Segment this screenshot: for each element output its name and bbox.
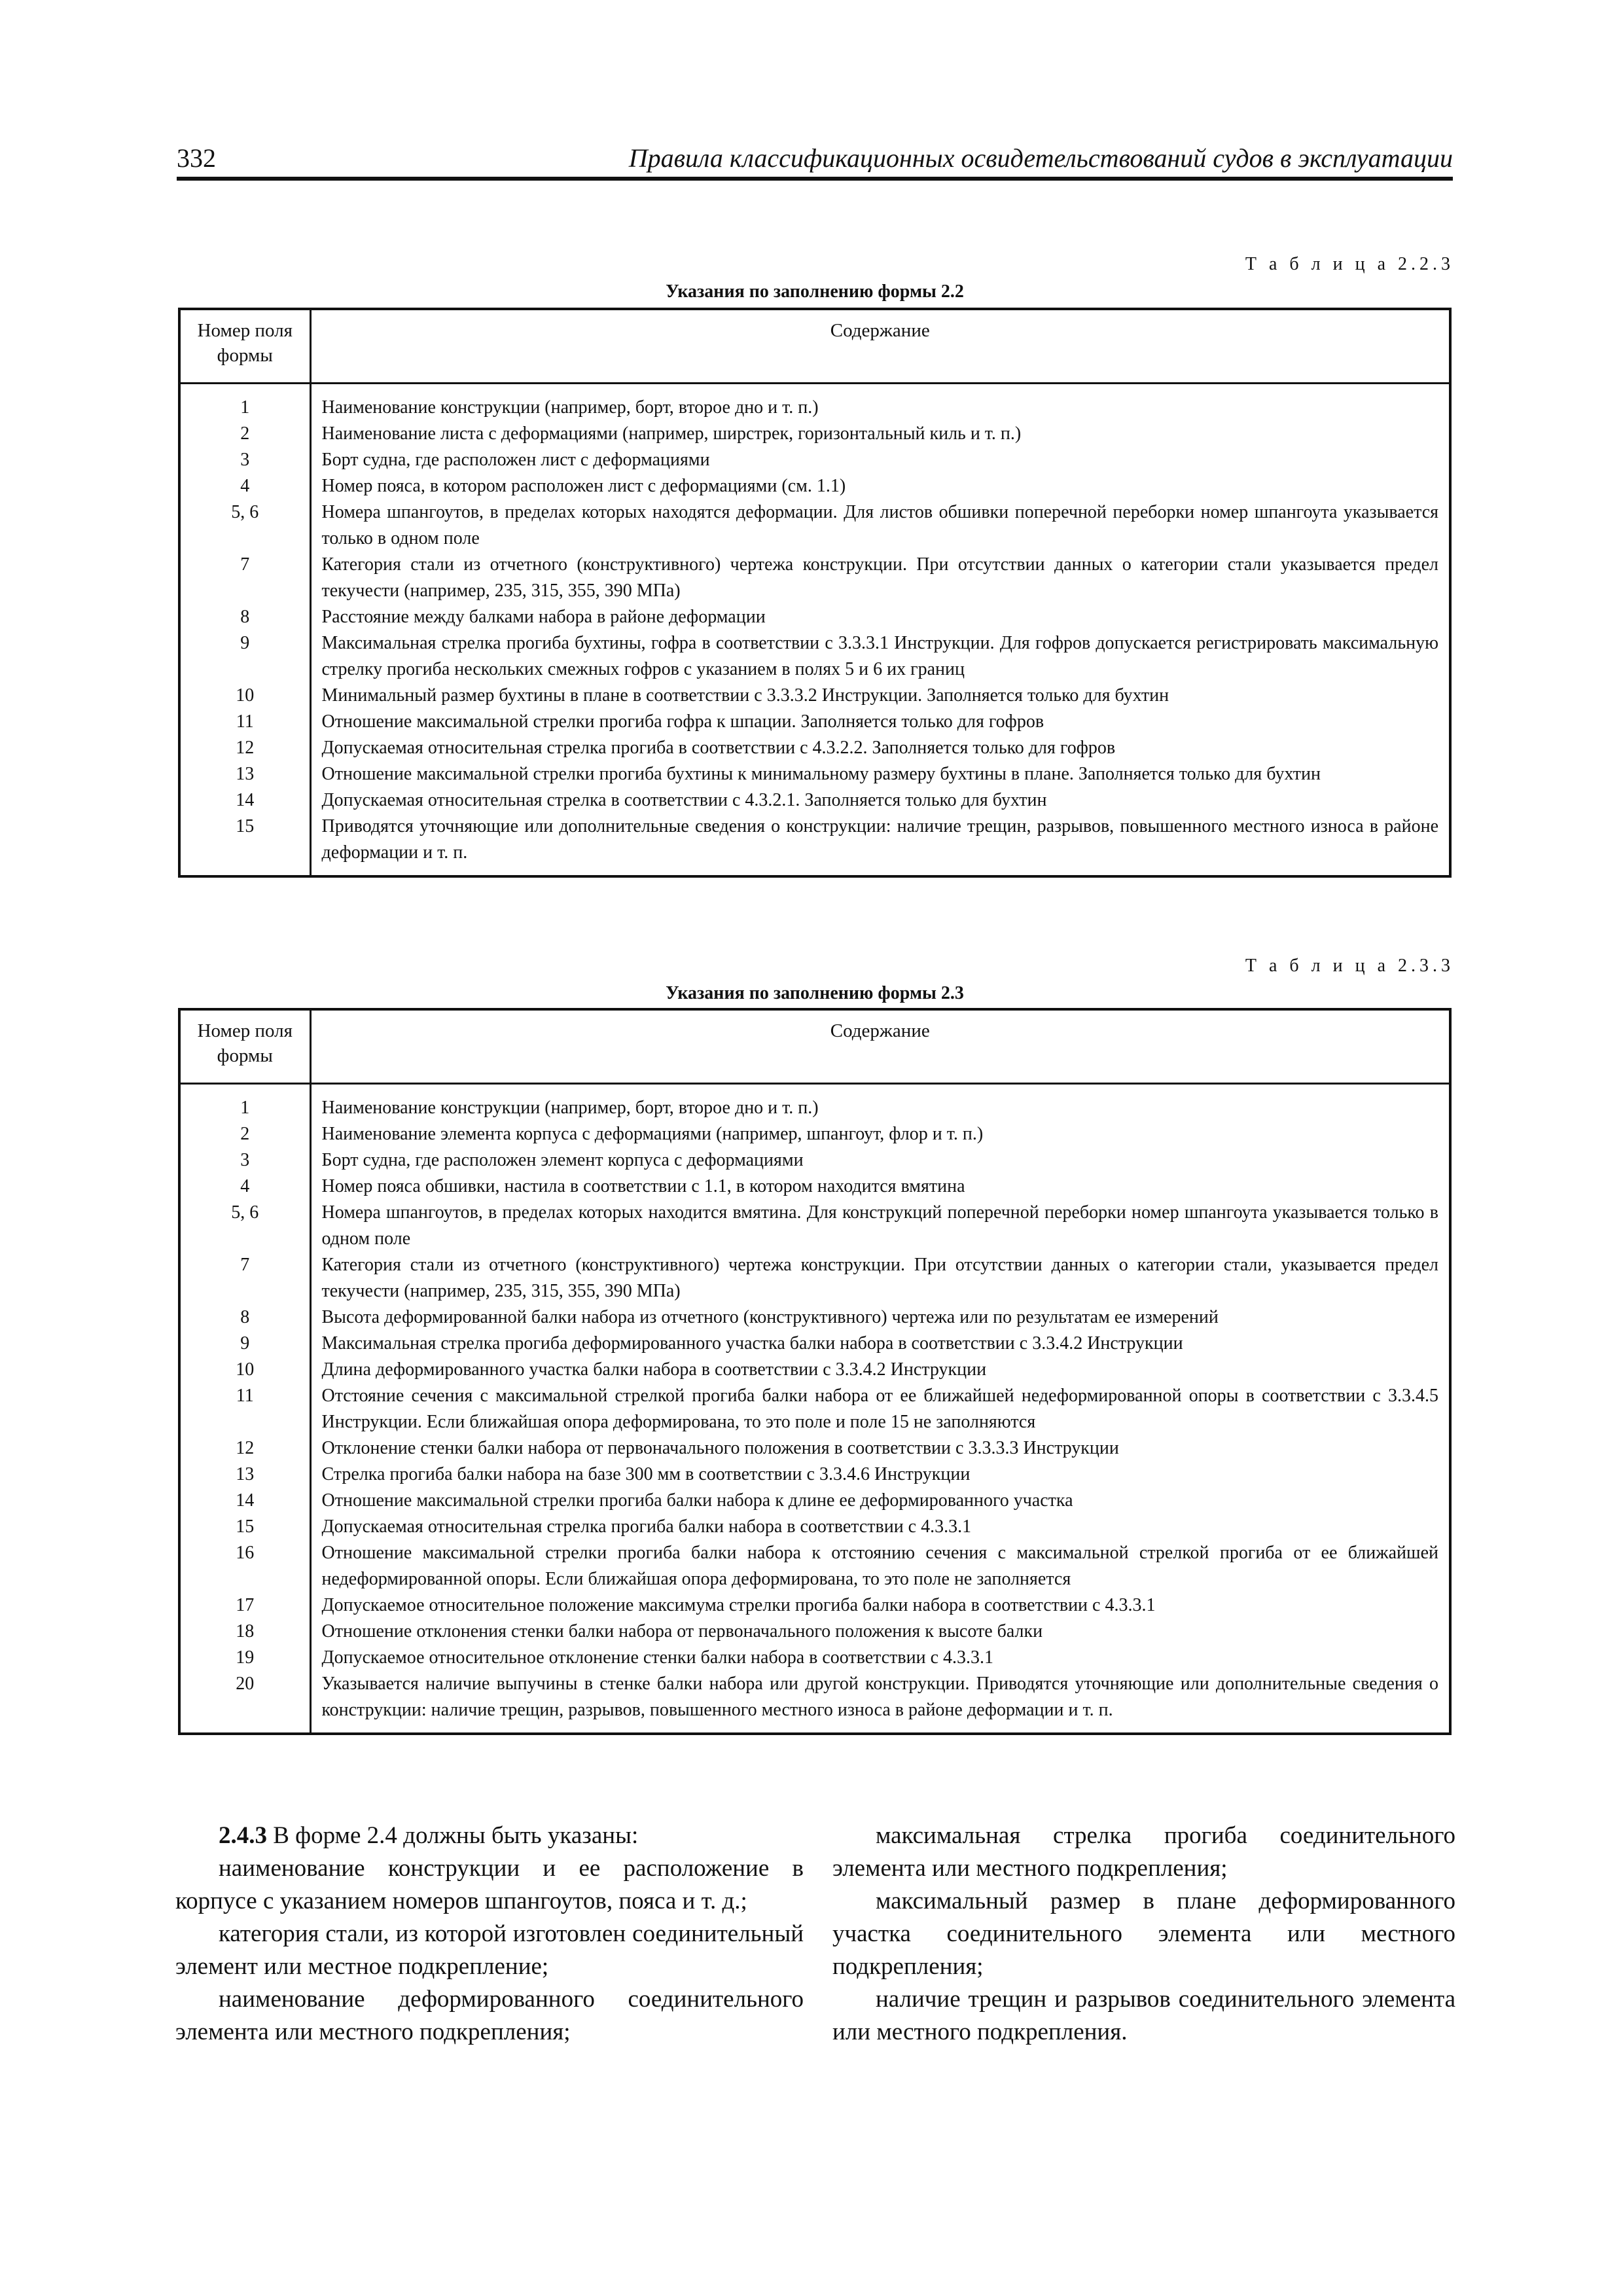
table-row: [179, 814, 1450, 876]
table-row: [179, 1462, 1450, 1488]
field-number-cell: 5, 6: [231, 502, 259, 522]
content-cell: Отношение максимальной стрелки прогиба балки набора к отстоянию сечения с максимальной стрелкой прогиба от ее ближайшей недеформированной опоры. Если ближайшая опора деформирована, то это поле не заполняется: [310, 1540, 1450, 1592]
field-number-cell: 7: [240, 554, 250, 575]
content-cell: Приводятся уточняющие или дополнительные сведения о конструкции: наличие трещин, разрывов, повышенного местного износа в районе деформации и т. п.: [310, 814, 1450, 876]
table-row: [179, 1084, 1450, 1122]
table-row: [179, 1121, 1450, 1147]
content-cell: Отстояние сечения с максимальной стрелкой прогиба балки набора от ее ближайшей недеформированной опоры в соответствии с 3.3.4.5 Инструкции. Если ближайшая опора деформирована, то это поле и поле 15 не заполняются: [310, 1383, 1450, 1435]
table-row: [179, 421, 1450, 447]
content-cell: Отношение максимальной стрелки прогиба балки набора к длине ее деформированного участка: [310, 1488, 1450, 1514]
table-row: [179, 683, 1450, 709]
section-intro-text: В форме 2.4 должны быть указаны:: [267, 1822, 639, 1849]
table-row: [179, 499, 1450, 552]
field-number-cell: 8: [240, 1307, 250, 1327]
content-cell: Наименование конструкции (например, борт, второе дно и т. п.): [310, 384, 1450, 422]
content-cell: Допускаемая относительная стрелка прогиба в соответствии с 4.3.2.2. Заполняется только для гофров: [310, 735, 1450, 761]
table-title: Указания по заполнению формы 2.3: [666, 983, 964, 1003]
field-number-cell: 3: [240, 450, 250, 470]
section-number: 2.4.3: [219, 1822, 267, 1849]
table-row: [179, 552, 1450, 604]
content-cell: Допускаемое относительное положение максимума стрелки прогиба балки набора в соответствии с 4.3.3.1: [310, 1592, 1450, 1619]
table-row: [179, 1645, 1450, 1671]
table-row: [179, 473, 1450, 499]
table-header-row: [179, 309, 1450, 384]
field-number-cell: 11: [236, 711, 254, 732]
table-row: [179, 1671, 1450, 1734]
table-caption: Т а б л и ц а 2.3.3: [1245, 956, 1454, 976]
table-row: [179, 787, 1450, 814]
content-cell: Высота деформированной балки набора из отчетного (конструктивного) чертежа или по результатам ее измерений: [310, 1304, 1450, 1331]
content-cell: Указывается наличие выпучины в стенке балки набора или другой конструкции. Приводятся уточняющие или дополнительные сведения о конструкции: наличие трещин, разрывов, повышенного местного износа в районе деформации и т. п.: [310, 1671, 1450, 1734]
field-number-cell: 14: [236, 790, 255, 810]
field-number-cell: 2: [240, 423, 250, 444]
table-row: [179, 1383, 1450, 1435]
table-row: [179, 1174, 1450, 1200]
field-number-cell: 3: [240, 1150, 250, 1170]
table-row: [179, 735, 1450, 761]
table-row: [179, 761, 1450, 787]
field-number-cell: 15: [236, 816, 255, 836]
field-number-cell: 2: [240, 1124, 250, 1144]
field-number-cell: 1: [240, 397, 250, 418]
content-cell: Номер пояса, в котором расположен лист с деформациями (см. 1.1): [310, 473, 1450, 499]
field-number-cell: 4: [240, 1176, 250, 1196]
table-row: [179, 1304, 1450, 1331]
field-number-cell: 12: [236, 1438, 255, 1458]
table-row: [179, 1435, 1450, 1462]
column-header-content: Содержание: [310, 1009, 1450, 1084]
content-cell: Категория стали из отчетного (конструктивного) чертежа конструкции. При отсутствии данных о категории стали, указывается предел текучести (например, 235, 315, 355, 390 МПа): [310, 1252, 1450, 1304]
table-row: [179, 384, 1450, 422]
section-right-column: [832, 1820, 1455, 2049]
list-item: наименование конструкции и ее расположение в корпусе с указанием номеров шпангоутов, пояса и т. д.;: [175, 1855, 804, 1914]
list-item: категория стали, из которой изготовлен соединительный элемент или местное подкрепление;: [175, 1920, 804, 1980]
table-row: [179, 630, 1450, 683]
section-intro: [175, 1820, 804, 1852]
field-number-cell: 12: [236, 738, 255, 758]
content-cell: Допускаемая относительная стрелка в соответствии с 4.3.2.1. Заполняется только для бухтин: [310, 787, 1450, 814]
table-caption: Т а б л и ц а 2.2.3: [1245, 254, 1454, 274]
table-row: [179, 447, 1450, 473]
table-row: [179, 709, 1450, 735]
field-number-cell: 10: [236, 1359, 255, 1380]
content-cell: Максимальная стрелка прогиба бухтины, гофра в соответствии с 3.3.3.1 Инструкции. Для гофров допускается регистрировать максимальную стрелку прогиба нескольких смежных гофров с указанием в полях 5 и 6 их границ: [310, 630, 1450, 683]
list-item: наименование деформированного соединительного элемента или местного подкрепления;: [175, 1986, 804, 2045]
content-cell: Наименование конструкции (например, борт, второе дно и т. п.): [310, 1084, 1450, 1122]
list-item: максимальный размер в плане деформированного участка соединительного элемента или местного подкрепления;: [832, 1888, 1455, 1980]
content-cell: Категория стали из отчетного (конструктивного) чертежа конструкции. При отсутствии данных о категории стали указывается предел текучести (например, 235, 315, 355, 390 МПа): [310, 552, 1450, 604]
table-row: [179, 1619, 1450, 1645]
column-header-field-number: Номер поля формы: [179, 309, 310, 384]
table-header-row: [179, 1009, 1450, 1084]
field-number-cell: 11: [236, 1386, 254, 1406]
table-row: [179, 1252, 1450, 1304]
table-row: [179, 604, 1450, 630]
field-number-cell: 4: [240, 476, 250, 496]
instructions-table-2-2: [178, 308, 1452, 878]
field-number-cell: 15: [236, 1516, 255, 1537]
field-number-cell: 14: [236, 1490, 255, 1511]
field-number-cell: 20: [236, 1674, 255, 1694]
field-number-cell: 13: [236, 764, 255, 784]
section-left-column: [175, 1820, 804, 2049]
content-cell: Борт судна, где расположен лист с деформациями: [310, 447, 1450, 473]
table-row: [179, 1488, 1450, 1514]
table-row: [179, 1331, 1450, 1357]
field-number-cell: 7: [240, 1255, 250, 1275]
content-cell: Отношение максимальной стрелки прогиба бухтины к минимальному размеру бухтины в плане. Заполняется только для бухтин: [310, 761, 1450, 787]
table-row: [179, 1357, 1450, 1383]
table-title: Указания по заполнению формы 2.2: [666, 281, 964, 302]
content-cell: Номера шпангоутов, в пределах которых находятся деформации. Для листов обшивки поперечной переборки номер шпангоута указывается только в одном поле: [310, 499, 1450, 552]
content-cell: Отношение отклонения стенки балки набора от первоначального положения к высоте балки: [310, 1619, 1450, 1645]
page-number: 332: [177, 143, 216, 173]
page-header: [177, 143, 1453, 182]
content-cell: Длина деформированного участка балки набора в соответствии с 3.3.4.2 Инструкции: [310, 1357, 1450, 1383]
field-number-cell: 5, 6: [231, 1202, 259, 1223]
table-row: [179, 1592, 1450, 1619]
content-cell: Наименование элемента корпуса с деформациями (например, шпангоут, флор и т. п.): [310, 1121, 1450, 1147]
list-item: наличие трещин и разрывов соединительного элемента или местного подкрепления.: [832, 1986, 1455, 2045]
column-header-content: Содержание: [310, 309, 1450, 384]
instructions-table-2-3: [178, 1008, 1452, 1735]
content-cell: Минимальный размер бухтины в плане в соответствии с 3.3.3.2 Инструкции. Заполняется только для бухтин: [310, 683, 1450, 709]
field-number-cell: 10: [236, 685, 255, 706]
field-number-cell: 16: [236, 1543, 255, 1563]
field-number-cell: 9: [240, 633, 250, 653]
content-cell: Наименование листа с деформациями (например, ширстрек, горизонтальный киль и т. п.): [310, 421, 1450, 447]
table-row: [179, 1514, 1450, 1540]
content-cell: Номер пояса обшивки, настила в соответствии с 1.1, в котором находится вмятина: [310, 1174, 1450, 1200]
table-row: [179, 1200, 1450, 1252]
column-header-field-number: Номер поля формы: [179, 1009, 310, 1084]
content-cell: Отклонение стенки балки набора от первоначального положения в соответствии с 3.3.3.3 Инструкции: [310, 1435, 1450, 1462]
table-row: [179, 1540, 1450, 1592]
content-cell: Допускаемое относительное отклонение стенки балки набора в соответствии с 4.3.3.1: [310, 1645, 1450, 1671]
running-title: Правила классификационных освидетельствований судов в эксплуатации: [628, 143, 1453, 173]
field-number-cell: 9: [240, 1333, 250, 1354]
header-rule: [177, 177, 1453, 181]
content-cell: Борт судна, где расположен элемент корпуса с деформациями: [310, 1147, 1450, 1174]
list-item: максимальная стрелка прогиба соединительного элемента или местного подкрепления;: [832, 1822, 1455, 1882]
field-number-cell: 8: [240, 607, 250, 627]
content-cell: Допускаемая относительная стрелка прогиба балки набора в соответствии с 4.3.3.1: [310, 1514, 1450, 1540]
content-cell: Расстояние между балками набора в районе деформации: [310, 604, 1450, 630]
table-row: [179, 1147, 1450, 1174]
field-number-cell: 1: [240, 1098, 250, 1118]
content-cell: Максимальная стрелка прогиба деформированного участка балки набора в соответствии с 3.3.4.2 Инструкции: [310, 1331, 1450, 1357]
field-number-cell: 18: [236, 1621, 255, 1641]
content-cell: Отношение максимальной стрелки прогиба гофра к шпации. Заполняется только для гофров: [310, 709, 1450, 735]
field-number-cell: 13: [236, 1464, 255, 1484]
content-cell: Стрелка прогиба балки набора на базе 300 мм в соответствии с 3.3.4.6 Инструкции: [310, 1462, 1450, 1488]
content-cell: Номера шпангоутов, в пределах которых находится вмятина. Для конструкций поперечной переборки номер шпангоута указывается только в одном поле: [310, 1200, 1450, 1252]
field-number-cell: 17: [236, 1595, 255, 1615]
field-number-cell: 19: [236, 1647, 255, 1668]
